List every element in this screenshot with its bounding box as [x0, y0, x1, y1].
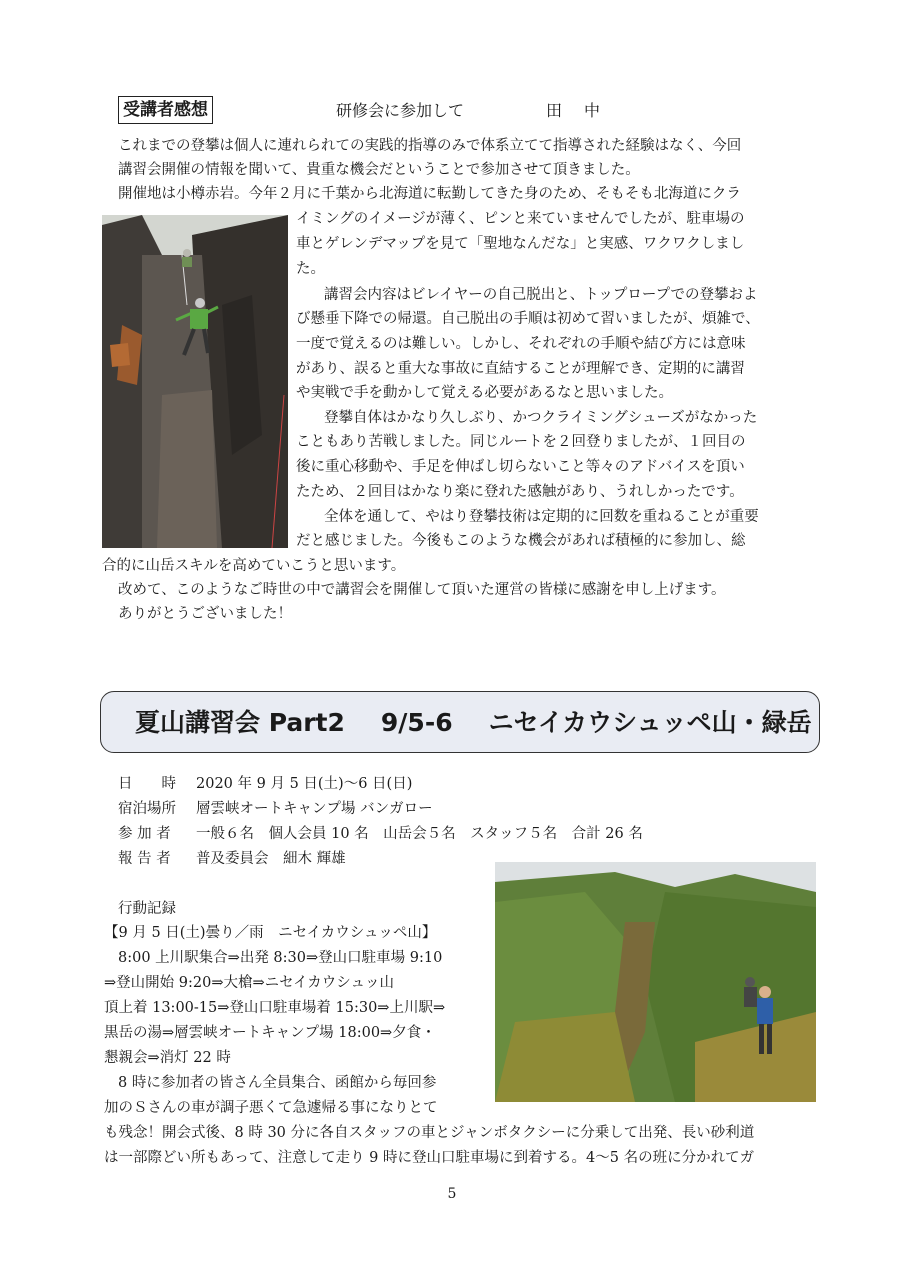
banner-date: 9/5-6 [380, 708, 453, 737]
record-line: 8 時に参加者の皆さん全員集合、函館から毎回参 [118, 1075, 437, 1091]
banner-place: ニセイカウシュッペ山・緑岳 [488, 708, 812, 737]
info-label-lodging: 宿泊場所 [118, 801, 176, 817]
article-author: 田中 [546, 101, 623, 120]
info-label-participants: 参 加 者 [118, 826, 171, 842]
body-line: 全体を通して、やはり登攀技術は定期的に回数を重ねることが重要 [324, 509, 759, 525]
info-label-date: 日 時 [118, 776, 176, 792]
body-line: があり、誤ると重大な事故に直結することが理解でき、定期的に講習 [296, 361, 745, 377]
record-line: ⇒登山開始 9:20⇒大槍⇒ニセイカウシュッ山 [104, 975, 394, 991]
body-line: 後に重心移動や、手足を伸ばし切らないこと等々のアドバイスを頂い [296, 459, 745, 475]
record-line: 加のＳさんの車が調子悪くて急遽帰る事になりとて [104, 1100, 438, 1116]
record-line: 黒岳の湯⇒層雲峡オートキャンプ場 18:00⇒夕食・ [104, 1025, 436, 1041]
mountain-photo-art [495, 862, 816, 1102]
mountain-photo [495, 862, 816, 1102]
body-line: 講習会内容はビレイヤーの自己脱出と、トップロープでの登攀およ [324, 287, 758, 303]
body-line: イミングのイメージが薄く、ピンと来ていませんでしたが、駐車場の [296, 211, 745, 227]
event-banner [100, 691, 820, 753]
body-line: こともあり苦戦しました。同じルートを２回登りましたが、１回目の [296, 434, 746, 450]
day1-heading: 【9 月 5 日(土)曇り／雨 ニセイカウシュッペ山】 [104, 925, 437, 941]
body-line: び懸垂下降での帰還。自己脱出の手順は初めて習いましたが、煩雑で、 [296, 311, 760, 327]
info-value-date: 2020 年 9 月 5 日(土)～6 日(日) [196, 776, 413, 792]
body-line: 一度で覚えるのは難しい。しかし、それぞれの手順や結び方には意味 [296, 336, 746, 352]
record-heading: 行動記録 [118, 901, 176, 917]
body-line: 開催地は小樽赤岩。今年２月に千葉から北海道に転勤してきた身のため、そもそも北海道にクラ [118, 186, 741, 202]
info-value-reporter: 普及委員会 細木 輝雄 [196, 851, 346, 867]
record-line: 懇親会⇒消灯 22 時 [104, 1050, 231, 1066]
info-value-participants: 一般６名 個人会員 10 名 山岳会５名 スタッフ５名 合計 26 名 [196, 826, 643, 842]
body-line: 改めて、このようなご時世の中で講習会を開催して頂いた運営の皆様に感謝を申し上げます。 [118, 582, 726, 598]
body-line: 講習会開催の情報を聞いて、貴重な機会だということで参加させて頂きました。 [118, 162, 640, 178]
page-number: 5 [447, 1186, 457, 1202]
climbing-photo-art [102, 215, 288, 548]
body-line: これまでの登攀は個人に連れられての実践的指導のみで体系立てて指導された経験はなく、今回 [118, 138, 742, 154]
body-line: 合的に山岳スキルを高めていこうと思います。 [102, 558, 406, 574]
article-title: 研修会に参加して [336, 101, 465, 120]
section-badge: 受講者感想 [118, 96, 213, 124]
body-line: たため、２回目はかなり楽に登れた感触があり、うれしかったです。 [296, 484, 744, 500]
body-line: た。 [296, 261, 325, 277]
info-value-lodging: 層雲峡オートキャンプ場 バンガロー [196, 801, 433, 817]
record-line: 頂上着 13:00-15⇒登山口駐車場着 15:30⇒上川駅⇒ [104, 1000, 446, 1016]
body-line: ありがとうございました！ [118, 606, 292, 622]
body-line: や実戦で手を動かして覚える必要があるなと思いました。 [296, 385, 673, 401]
body-line: 車とゲレンデマップを見て「聖地なんだな」と実感、ワクワクしまし [296, 236, 745, 252]
banner-title: 夏山講習会 Part2 [135, 708, 345, 737]
climbing-photo [102, 215, 288, 548]
record-line: 8:00 上川駅集合⇒出発 8:30⇒登山口駐車場 9:10 [118, 950, 443, 966]
body-line: 登攀自体はかなり久しぶり、かつクライミングシューズがなかった [324, 410, 758, 426]
info-label-reporter: 報 告 者 [118, 851, 171, 867]
body-line: だと感じました。今後もこのような機会があれば積極的に参加し、総 [296, 533, 746, 549]
record-line: は一部際どい所もあって、注意して走り 9 時に登山口駐車場に到着する。4～5 名の班に分かれてガ [104, 1150, 755, 1166]
record-line: も残念！開会式後、8 時 30 分に各自スタッフの車とジャンボタクシーに分乗して出発、長い砂利道 [104, 1125, 755, 1141]
